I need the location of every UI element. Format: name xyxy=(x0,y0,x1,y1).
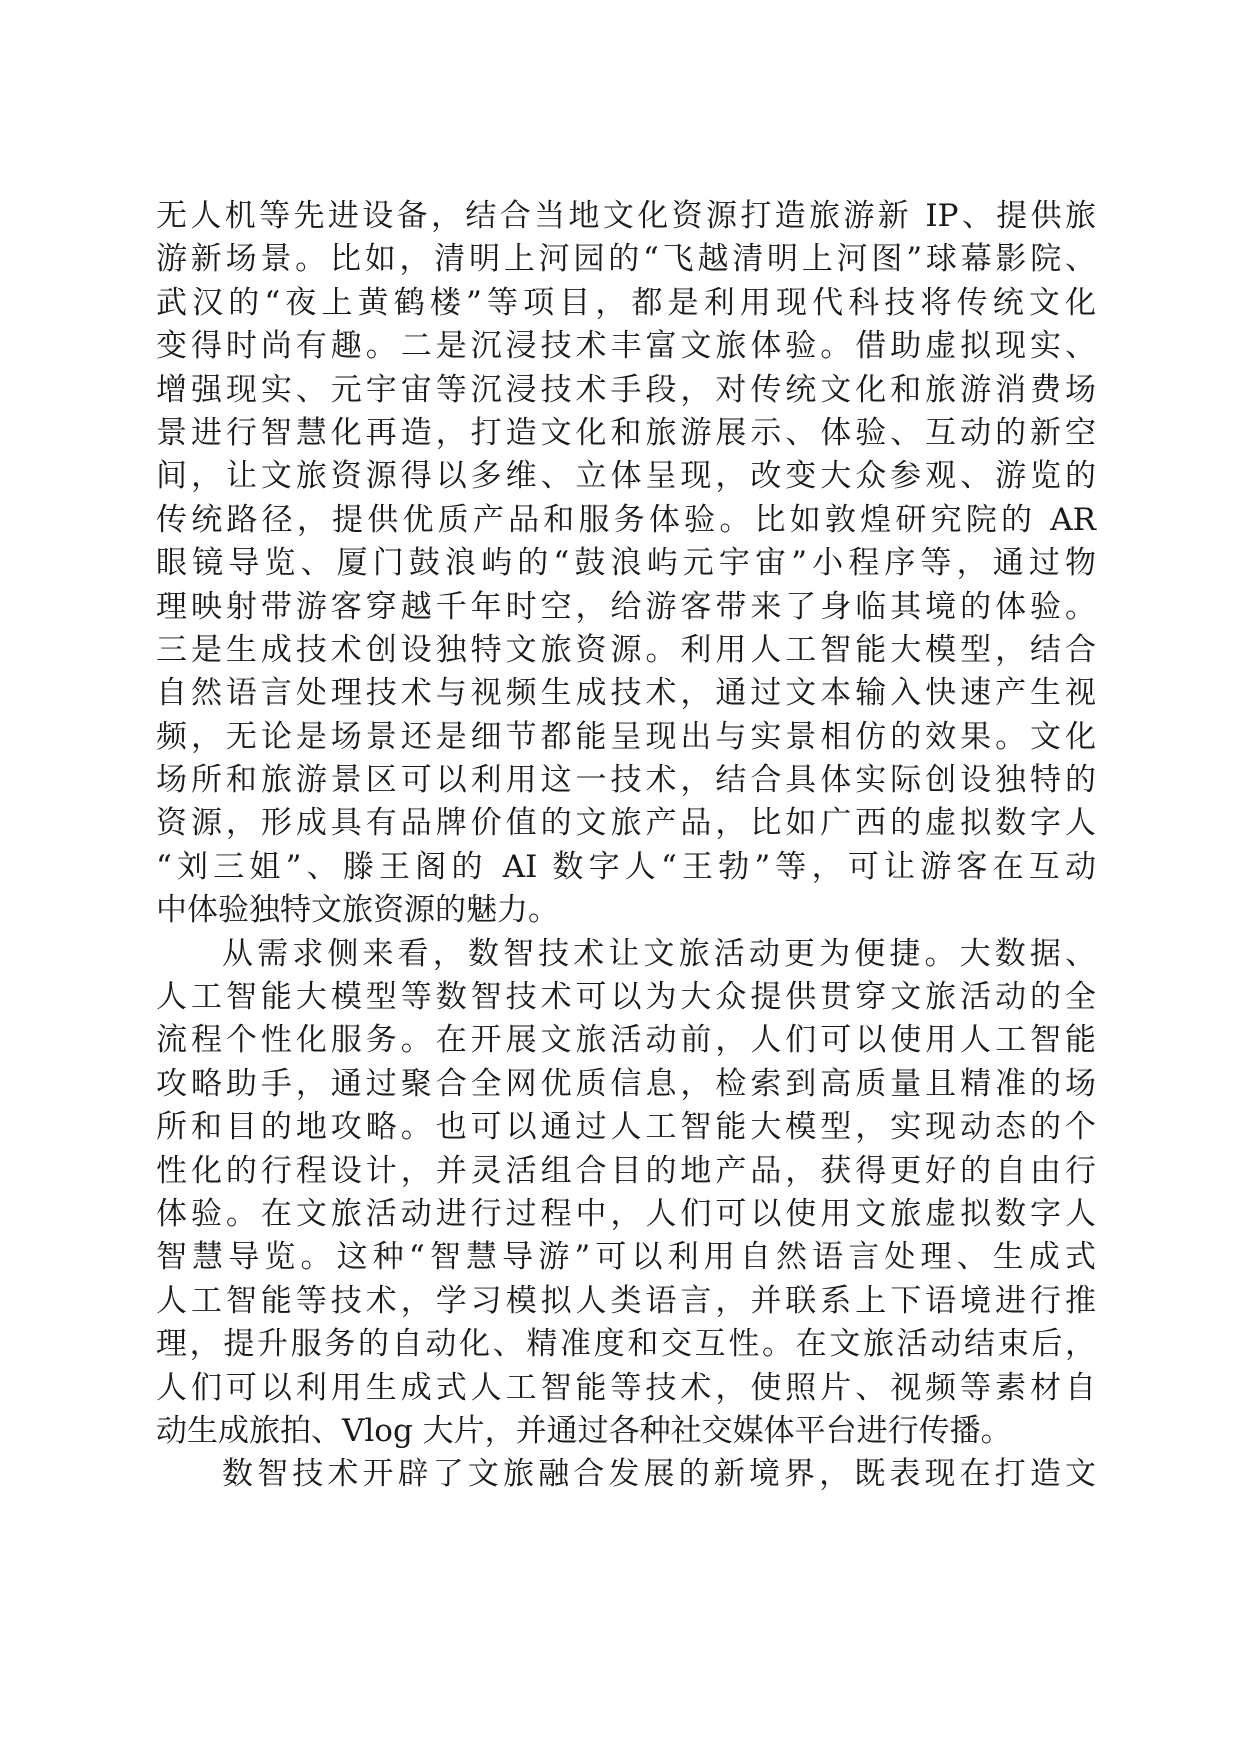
text-line: 理，提升服务的自动化、精准度和交互性。在文旅活动结束后， xyxy=(156,1326,1096,1363)
text-line: 变得时尚有趣。二是沉浸技术丰富文旅体验。借助虚拟现实、 xyxy=(156,328,1096,365)
paragraph-end-line: 动生成旅拍、Vlog 大片，并通过各种社交媒体平台进行传播。 xyxy=(156,1412,1012,1449)
text-line: 景进行智慧化再造，打造文化和旅游展示、体验、互动的新空 xyxy=(156,414,1096,451)
text-line: 所和目的地攻略。也可以通过人工智能大模型，实现动态的个 xyxy=(156,1109,1096,1146)
text-line: 体验。在文旅活动进行过程中，人们可以使用文旅虚拟数字人 xyxy=(156,1195,1096,1232)
text-line: 增强现实、元宇宙等沉浸技术手段，对传统文化和旅游消费场 xyxy=(156,371,1096,408)
text-line: 频，无论是场景还是细节都能呈现出与实景相仿的效果。文化 xyxy=(156,718,1096,755)
text-line: 人们可以利用生成式人工智能等技术，使照片、视频等素材自 xyxy=(156,1369,1096,1406)
text-line: 眼镜导览、厦门鼓浪屿的“鼓浪屿元宇宙”小程序等，通过物 xyxy=(156,545,1096,582)
body-text xyxy=(156,195,1096,1497)
text-line: 性化的行程设计，并灵活组合目的地产品，获得更好的自由行 xyxy=(156,1152,1096,1189)
text-line: 理映射带游客穿越千年时空，给游客带来了身临其境的体验。 xyxy=(156,588,1096,625)
paragraph-first-line: 数智技术开辟了文旅融合发展的新境界，既表现在打造文 xyxy=(222,1456,1096,1493)
text-line: 游新场景。比如，清明上河园的“飞越清明上河图”球幕影院、 xyxy=(156,241,1096,278)
text-line: 攻略助手，通过聚合全网优质信息，检索到高质量且精准的场 xyxy=(156,1065,1096,1102)
paragraph-end-line: 中体验独特文旅资源的魅力。 xyxy=(156,892,559,929)
text-line: 流程个性化服务。在开展文旅活动前，人们可以使用人工智能 xyxy=(156,1022,1096,1059)
text-line: 无人机等先进设备，结合当地文化资源打造旅游新 IP、提供旅 xyxy=(156,198,1096,234)
text-line: 三是生成技术创设独特文旅资源。利用人工智能大模型，结合 xyxy=(156,631,1096,668)
paragraph-first-line: 从需求侧来看，数智技术让文旅活动更为便捷。大数据、 xyxy=(222,935,1096,972)
text-line: 资源，形成具有品牌价值的文旅产品，比如广西的虚拟数字人 xyxy=(156,805,1096,842)
text-line: 场所和旅游景区可以利用这一技术，结合具体实际创设独特的 xyxy=(156,762,1096,799)
text-line: 智慧导览。这种“智慧导游”可以利用自然语言处理、生成式 xyxy=(156,1239,1096,1276)
text-line: 传统路径，提供优质产品和服务体验。比如敦煌研究院的 AR xyxy=(156,501,1096,538)
text-line: 人工智能大模型等数智技术可以为大众提供贯穿文旅活动的全 xyxy=(156,979,1096,1016)
text-line: 人工智能等技术，学习模拟人类语言，并联系上下语境进行推 xyxy=(156,1282,1096,1319)
text-line: 自然语言处理技术与视频生成技术，通过文本输入快速产生视 xyxy=(156,675,1096,712)
text-line: 武汉的“夜上黄鹤楼”等项目，都是利用现代科技将传统文化 xyxy=(156,284,1096,321)
text-line: 间，让文旅资源得以多维、立体呈现，改变大众参观、游览的 xyxy=(156,458,1096,495)
text-line: “刘三姐”、滕王阁的 AI 数字人“王勃”等，可让游客在互动 xyxy=(156,848,1096,885)
